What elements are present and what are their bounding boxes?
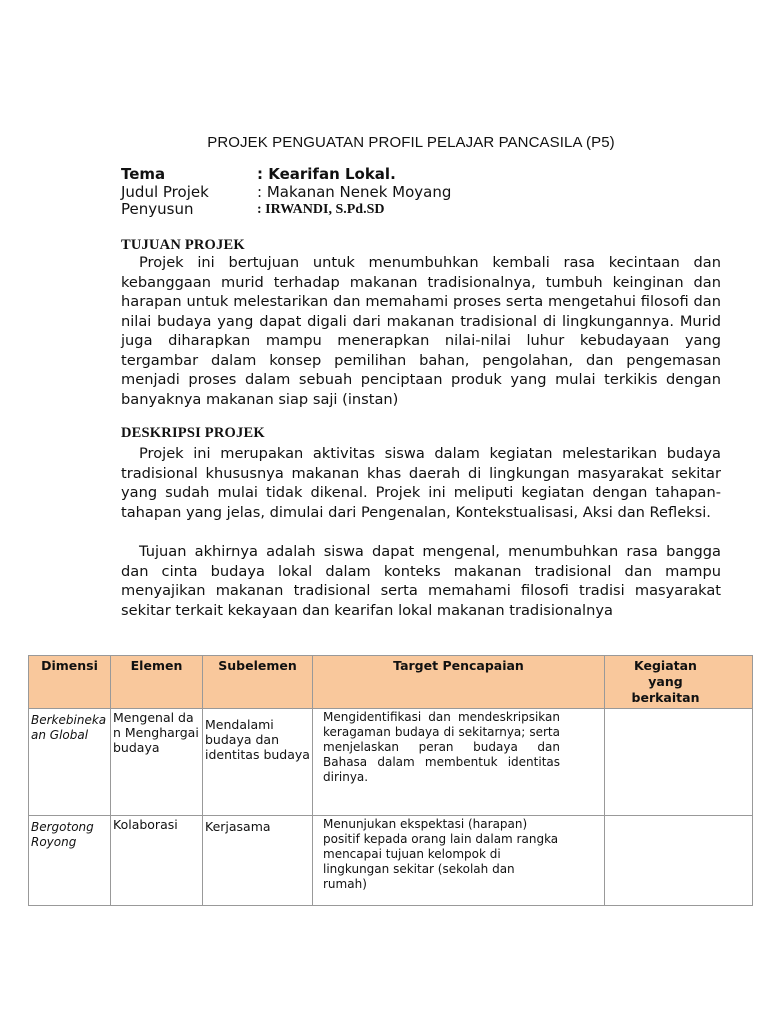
cell-elemen: Mengenal dan Menghargai budaya (111, 709, 203, 816)
table-row (29, 709, 753, 816)
meta-label-judul: Judul Projek (121, 182, 209, 201)
header-kegiatan: Kegiatan yang berkaitan (605, 656, 753, 709)
header-subelemen: Subelemen (203, 656, 313, 709)
cell-dimensi: Bergotong Royong (29, 816, 111, 906)
meta-row-judul (121, 184, 451, 202)
cell-subelemen: Mendalami budaya dan identitas budaya (203, 709, 313, 816)
meta-value-penyusun: : IRWANDI, S.Pd.SD (257, 202, 385, 217)
cell-dimensi: Berkebinekaan Global (29, 709, 111, 816)
cell-kegiatan (605, 816, 753, 906)
table-header-row (29, 656, 753, 709)
tujuan-paragraph: Projek ini bertujuan untuk menumbuhkan kembali rasa kecintaan dan kebanggaan murid terhadap makanan tradisionalnya, tumbuh keinginan dan harapan untuk melestarikan dan memahami proses serta mengetahui filosofi dan nilai budaya yang dapat digali dari makanan tradisional di lingkungannya. Murid juga diharapkan mampu menerapkan nilai-nilai luhur kebudayaan yang tergambar dalam konsep pemilihan bahan, pengolahan, dan pengemasan menjadi proses dalam sebuah penciptaan produk yang mulai terkikis dengan banyaknya makanan siap saji (instan) (121, 254, 721, 408)
project-meta (121, 166, 451, 219)
header-dimensi: Dimensi (29, 656, 111, 709)
tujuan-heading: TUJUAN PROJEK (121, 237, 245, 253)
deskripsi-paragraph-2: Tujuan akhirnya adalah siswa dapat mengenal, menumbuhkan rasa bangga dan cinta budaya lokal dalam konteks makanan tradisional dan mampu menyajikan makanan tradisional serta memahami filosofi tradisi masyarakat sekitar terkait kekayaan dan kearifan lokal makanan tradisionalnya (121, 543, 721, 619)
meta-label-penyusun: Penyusun (121, 200, 194, 218)
meta-label-tema: Tema (121, 165, 166, 183)
table-row (29, 816, 753, 906)
cell-elemen: Kolaborasi (111, 816, 203, 906)
header-target: Target Pencapaian (313, 656, 605, 709)
dimension-table (28, 655, 753, 906)
meta-value-judul: : Makanan Nenek Moyang (257, 182, 452, 201)
document-title: PROJEK PENGUATAN PROFIL PELAJAR PANCASILA (P5) (207, 134, 615, 151)
meta-value-tema: : Kearifan Lokal. (257, 165, 396, 183)
cell-subelemen: Kerjasama (203, 816, 313, 906)
deskripsi-heading: DESKRIPSI PROJEK (121, 425, 265, 441)
header-elemen: Elemen (111, 656, 203, 709)
cell-kegiatan (605, 709, 753, 816)
cell-target: Mengidentifikasi dan mendeskripsikan keragaman budaya di sekitarnya; serta menjelaskan peran budaya dan Bahasa dalam membentuk identitas dirinya. (313, 709, 605, 816)
meta-row-penyusun (121, 201, 451, 219)
cell-target: Menunjukan ekspektasi (harapan) positif kepada orang lain dalam rangka mencapai tujuan kelompok di lingkungan sekitar (sekolah dan rumah) (313, 816, 605, 906)
deskripsi-paragraph-1: Projek ini merupakan aktivitas siswa dalam kegiatan melestarikan budaya tradisional khususnya makanan khas daerah di lingkungan masyarakat sekitar yang sudah mulai tidak dikenal. Projek ini meliputi kegiatan dengan tahapan-tahapan yang jelas, dimulai dari Pengenalan, Kontekstualisasi, Aksi dan Refleksi. (121, 445, 721, 521)
meta-row-tema (121, 166, 451, 184)
